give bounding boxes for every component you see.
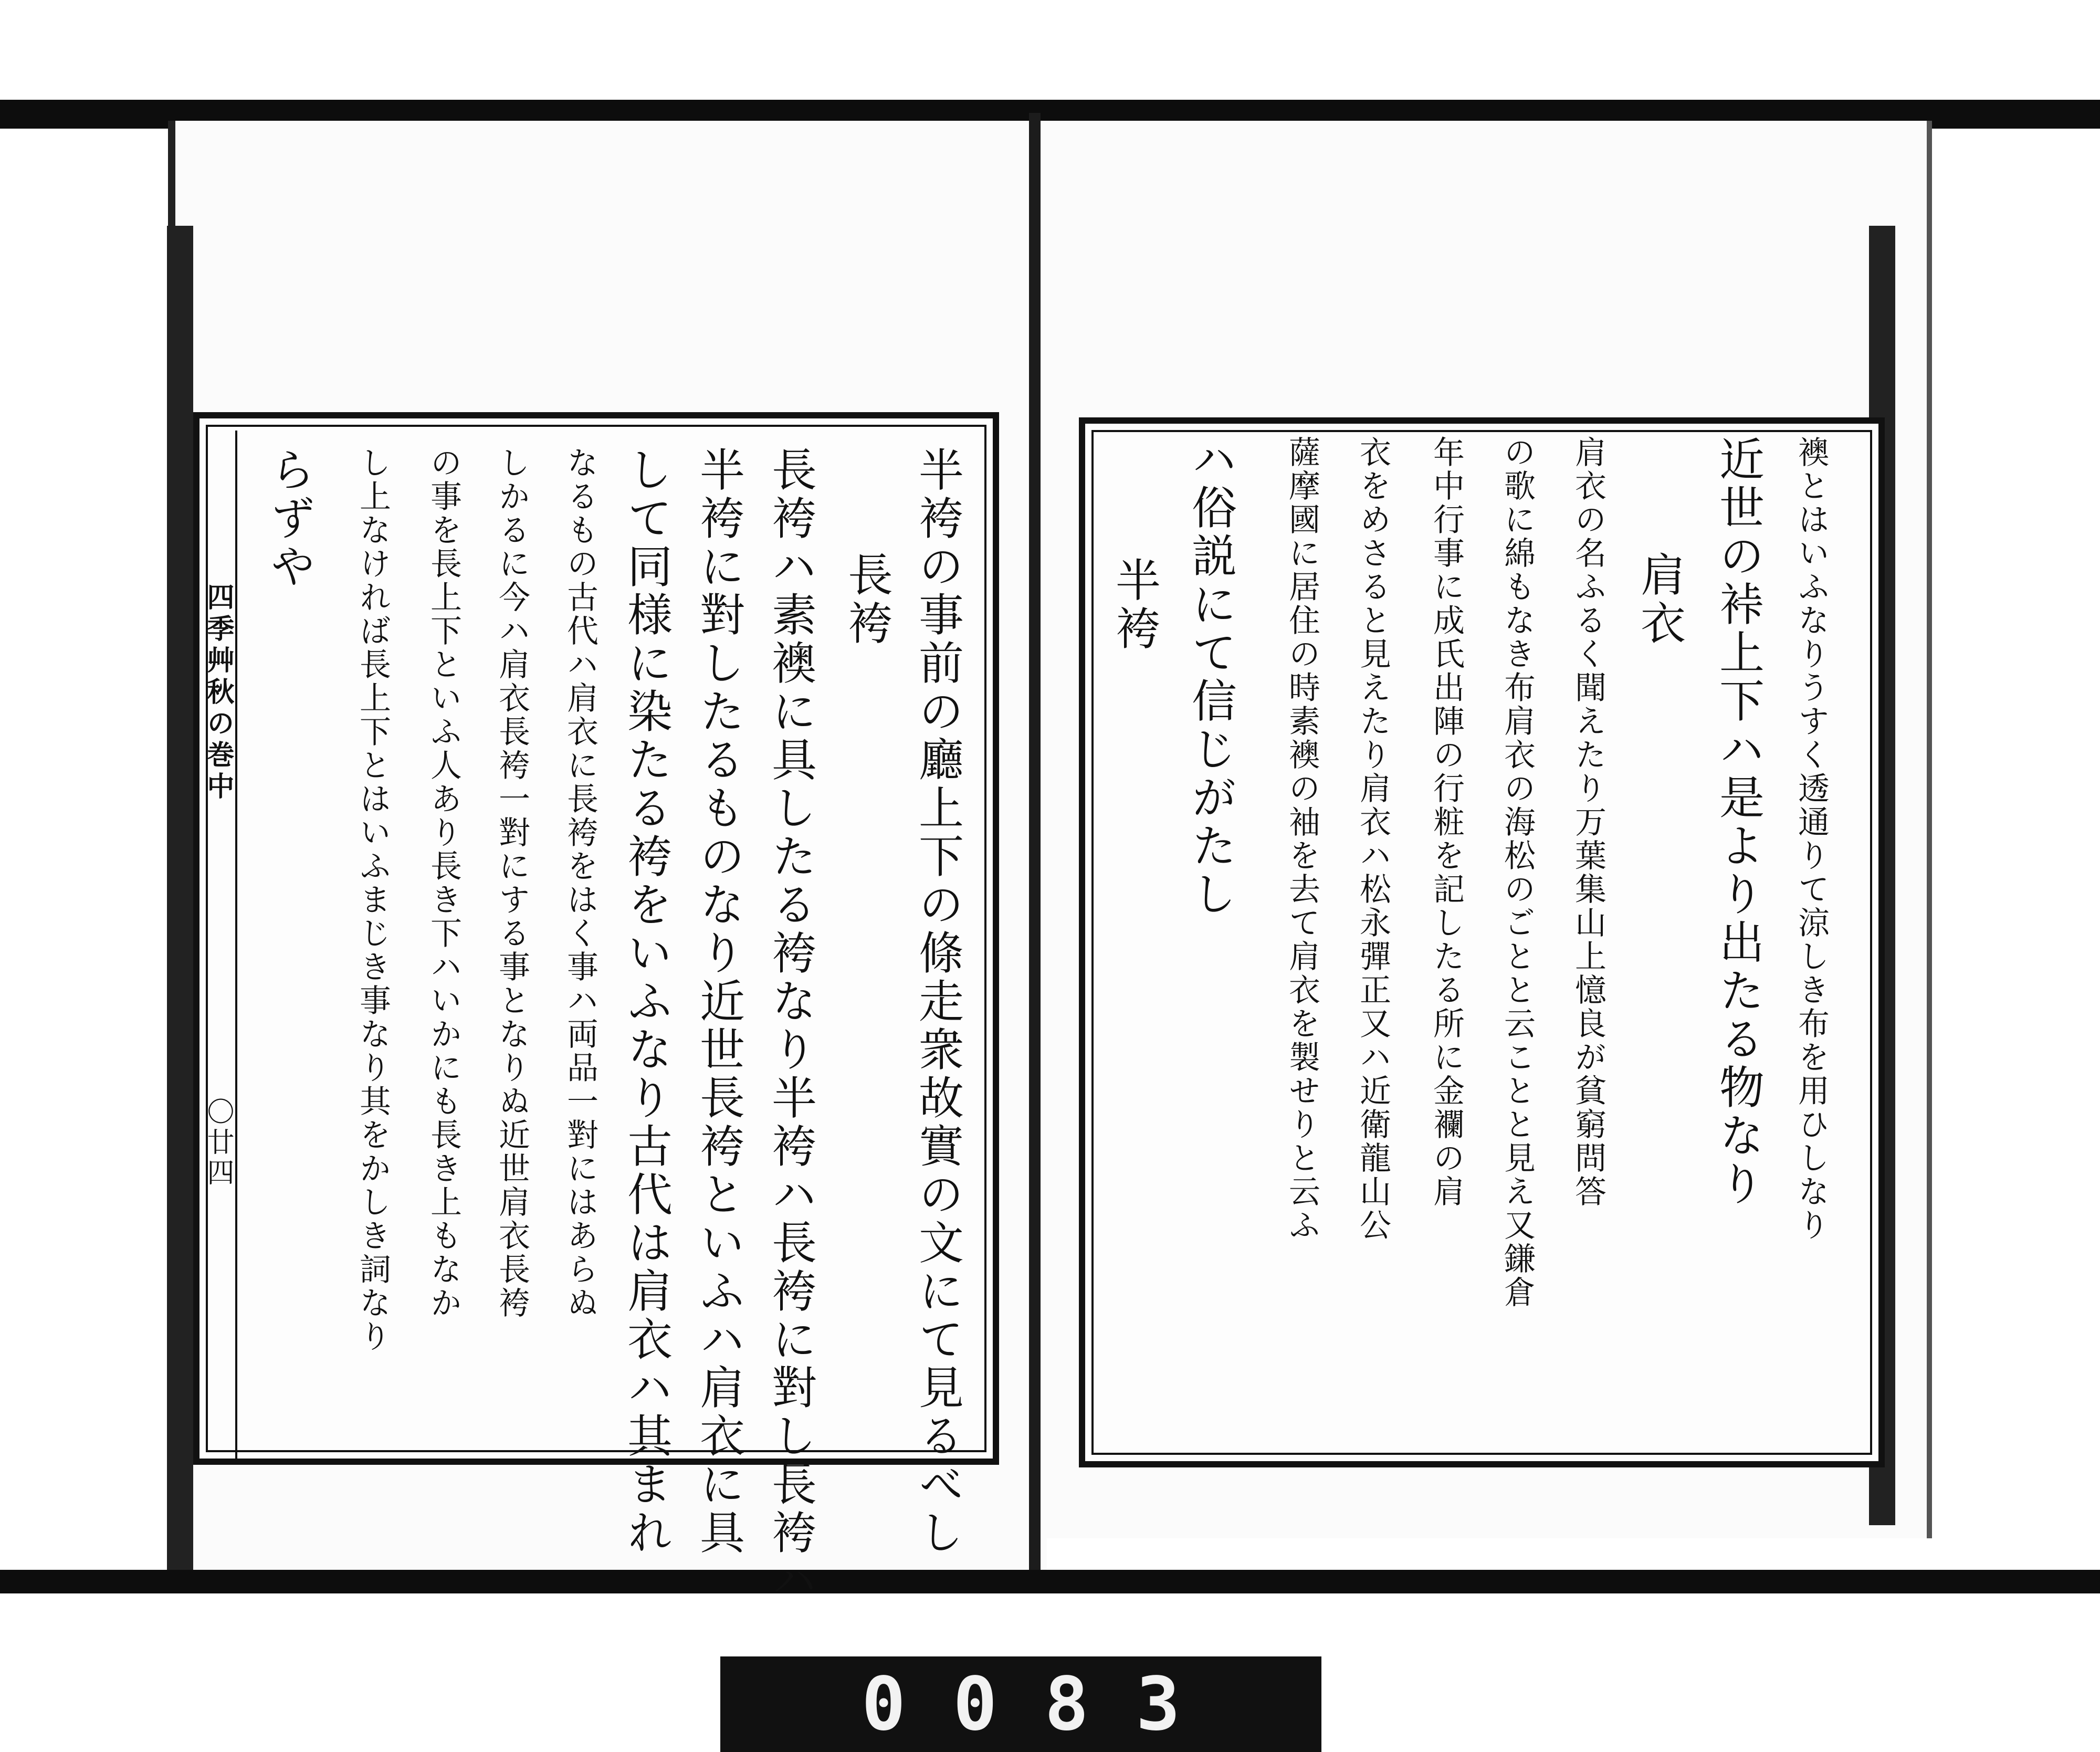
right-column-8: 薩摩國に居住の時素襖の袖を去て肩衣を製せりと云ふ: [1284, 436, 1320, 1242]
left-column-7: しかるに今ハ肩衣長袴一對にする事となりぬ近世肩衣長袴: [494, 446, 530, 1320]
left-column-8: の事を長上下といふ人あり長き下ハいかにも長き上もなか: [425, 446, 462, 1320]
right-column-7: 衣をめさると見えたり肩衣ハ松永彈正又ハ近衛龍山公: [1354, 436, 1391, 1242]
left-column-6: なるもの古代ハ肩衣に長袴をはく事ハ両品一對にはあらぬ: [562, 446, 598, 1320]
right-column-9: ハ俗説にて信じがたし: [1184, 436, 1236, 919]
archive-number-label: 0083: [720, 1656, 1321, 1752]
running-title: 四季艸秋の巻中: [202, 583, 234, 803]
right-column-10: 半袴: [1108, 557, 1160, 653]
right-column-2: 近世の裃上下ハ是より出たる物なり: [1712, 436, 1764, 1209]
left-page-edge: [167, 226, 193, 1575]
left-column-2: 長袴: [840, 551, 892, 648]
left-column-5: して同様に染たる袴をいふなり古代は肩衣ハ其まれ: [620, 446, 672, 1557]
left-column-4: 半袴に對したるものなり近世長袴といふハ肩衣に具: [692, 446, 744, 1557]
right-column-4: 肩衣の名ふるく聞えたり万葉集山上憶良が貧窮問答: [1570, 436, 1606, 1209]
book-gutter: [1029, 113, 1041, 1588]
right-column-1: 襖とはいふなりうすく透通りて涼しき布を用ひしなり: [1793, 436, 1830, 1242]
left-column-10: らずや: [262, 446, 315, 591]
right-column-5: の歌に綿もなき布肩衣の海松のごとと云ことと見え又鎌倉: [1499, 436, 1536, 1309]
bottom-black-border: [0, 1570, 2100, 1593]
left-column-9: し上なければ長上下とはいふまじき事なり其をかしき詞なり: [354, 446, 391, 1354]
right-column-6: 年中行事に成氏出陣の行粧を記したる所に金襴の肩: [1428, 436, 1465, 1209]
left-column-1: 半袴の事前の廳上下の條走衆故實の文にて見るべし: [911, 446, 963, 1557]
page-number: 〇廿四: [202, 1097, 234, 1189]
right-column-3: 肩衣: [1633, 551, 1685, 648]
left-column-3: 長袴ハ素襖に具したる袴なり半袴ハ長袴に對し長袴ハ: [764, 446, 816, 1606]
